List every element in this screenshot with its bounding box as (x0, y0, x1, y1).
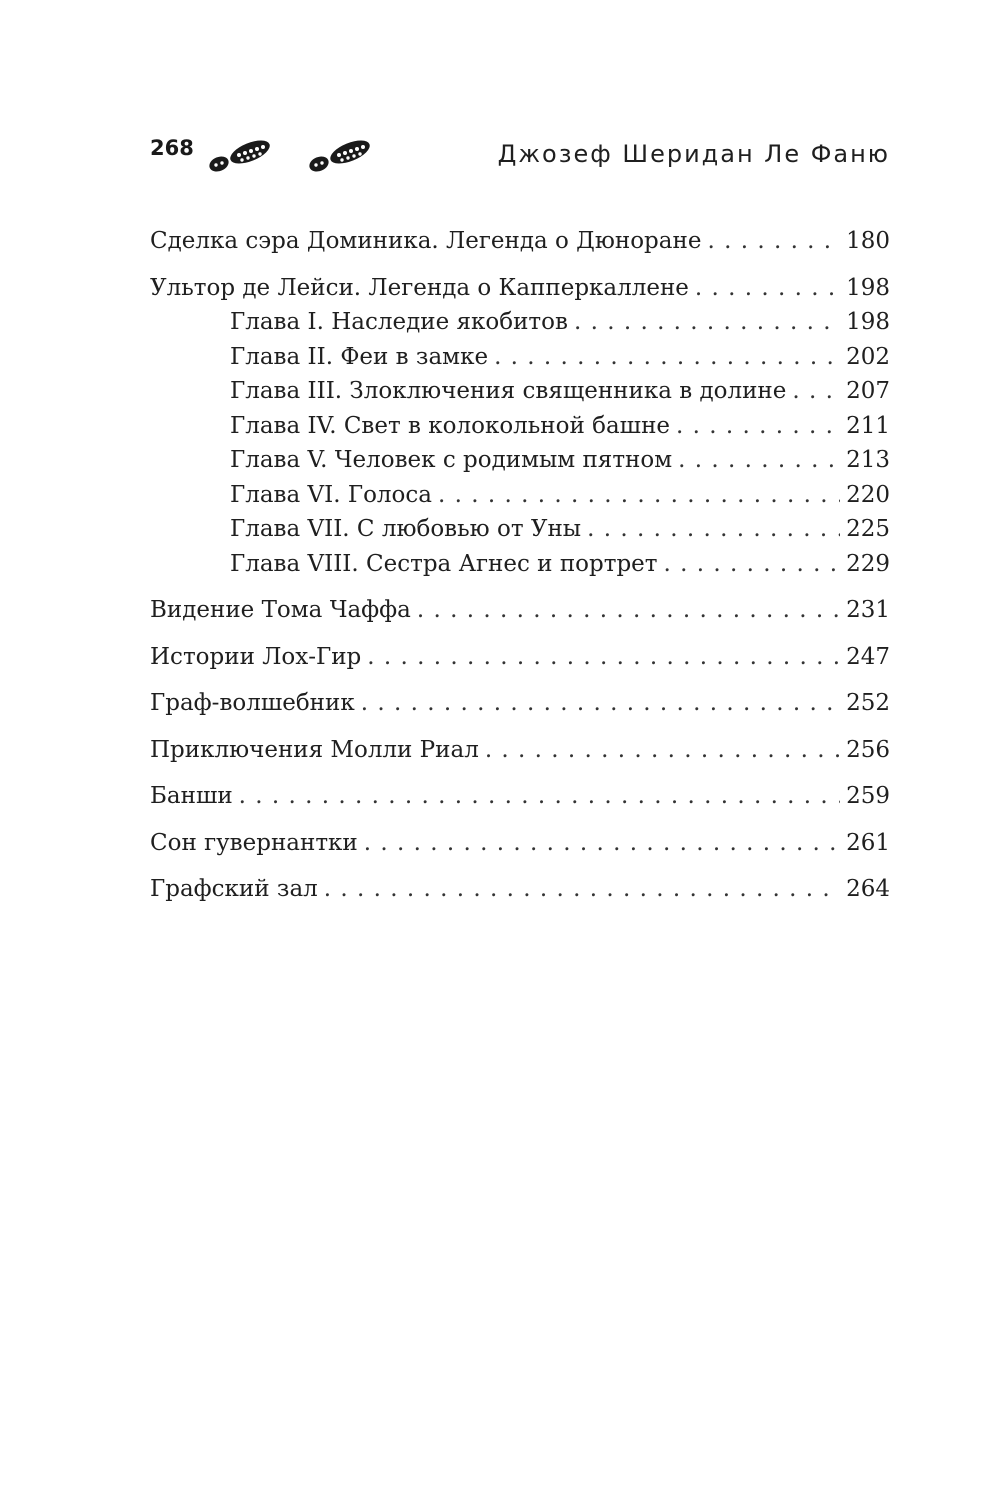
dot-leader (676, 411, 840, 441)
toc-entry-title: Граф-волшебник (150, 690, 355, 716)
toc-subentry (150, 445, 890, 475)
toc-entry (150, 642, 890, 672)
toc-entry (150, 781, 890, 811)
footprints-icon (205, 128, 415, 176)
toc-entry-page: 256 (846, 736, 890, 763)
toc-entry-title: Истории Лох-Гир (150, 643, 362, 670)
toc-entry (150, 874, 890, 904)
toc-entry-page: 202 (846, 343, 890, 370)
toc-entry-page: 180 (846, 228, 890, 254)
toc-entry-title: Сон гувернантки (150, 829, 358, 856)
toc-entry-title: Банши (150, 783, 233, 809)
toc-entry-title: Сделка сэра Доминика. Легенда о Дюноране (150, 228, 702, 254)
dot-leader (324, 874, 840, 904)
toc-entry-page: 231 (846, 597, 890, 623)
toc-subentry (150, 342, 890, 372)
dot-leader (361, 688, 840, 718)
toc-entry (150, 688, 890, 718)
author-name: Джозеф Шеридан Ле Фаню (497, 140, 890, 168)
toc-entry-page: 225 (846, 516, 890, 542)
dot-leader (792, 376, 840, 406)
dot-leader (574, 307, 840, 337)
toc-entry-title: Видение Тома Чаффа (150, 597, 411, 623)
toc-entry (150, 226, 890, 256)
dot-leader (438, 480, 840, 510)
toc-entry-title: Ультор де Лейси. Легенда о Капперкаллене (150, 274, 689, 301)
toc-entry-title: Глава I. Наследие якобитов (230, 309, 568, 335)
toc-entry-page: 220 (846, 481, 890, 508)
toc-subentry (150, 549, 890, 579)
dot-leader (417, 595, 840, 625)
toc-entry-title: Глава VII. С любовью от Уны (230, 516, 582, 542)
dot-leader (587, 514, 840, 544)
toc-entry-page: 211 (846, 412, 890, 439)
toc-entry-page: 247 (846, 643, 890, 670)
toc-entry (150, 595, 890, 625)
toc-subentry (150, 376, 890, 406)
toc-entry-title: Приключения Молли Риал (150, 736, 479, 763)
dot-leader (367, 642, 840, 672)
dot-leader (485, 735, 840, 765)
toc-entry-page: 259 (846, 783, 890, 809)
dot-leader (364, 828, 840, 858)
toc-entry-title: Глава II. Феи в замке (230, 343, 489, 370)
running-header (150, 128, 890, 176)
toc-entry-page: 213 (846, 447, 890, 473)
toc-subentry (150, 307, 890, 337)
toc-entry-page: 229 (846, 550, 890, 577)
toc-entry-title: Глава VIII. Сестра Агнес и портрет (230, 550, 658, 577)
table-of-contents (150, 226, 890, 904)
toc-entry-title: Глава III. Злоключения священника в долине (230, 378, 787, 404)
dot-leader (678, 445, 840, 475)
toc-entry-page: 207 (846, 378, 890, 404)
toc-entry (150, 735, 890, 765)
toc-subentry (150, 480, 890, 510)
dot-leader (664, 549, 841, 579)
toc-entry-page: 264 (846, 876, 890, 902)
toc-entry-title: Глава V. Человек с родимым пятном (230, 447, 673, 473)
toc-entry-title: Глава VI. Голоса (230, 481, 432, 508)
toc-entry-title: Графский зал (150, 876, 318, 902)
toc-entry-page: 252 (846, 690, 890, 716)
toc-entry-page: 198 (846, 274, 890, 301)
toc-entry-page: 198 (846, 309, 890, 335)
dot-leader (695, 273, 840, 303)
toc-entry-title: Глава IV. Свет в колокольной башне (230, 412, 671, 439)
toc-subentry (150, 514, 890, 544)
page-number: 268 (150, 136, 194, 160)
toc-entry (150, 273, 890, 303)
dot-leader (707, 226, 840, 256)
toc-entry-page: 261 (846, 829, 890, 856)
toc-subentry (150, 411, 890, 441)
dot-leader (239, 781, 840, 811)
toc-entry (150, 828, 890, 858)
dot-leader (494, 342, 840, 372)
